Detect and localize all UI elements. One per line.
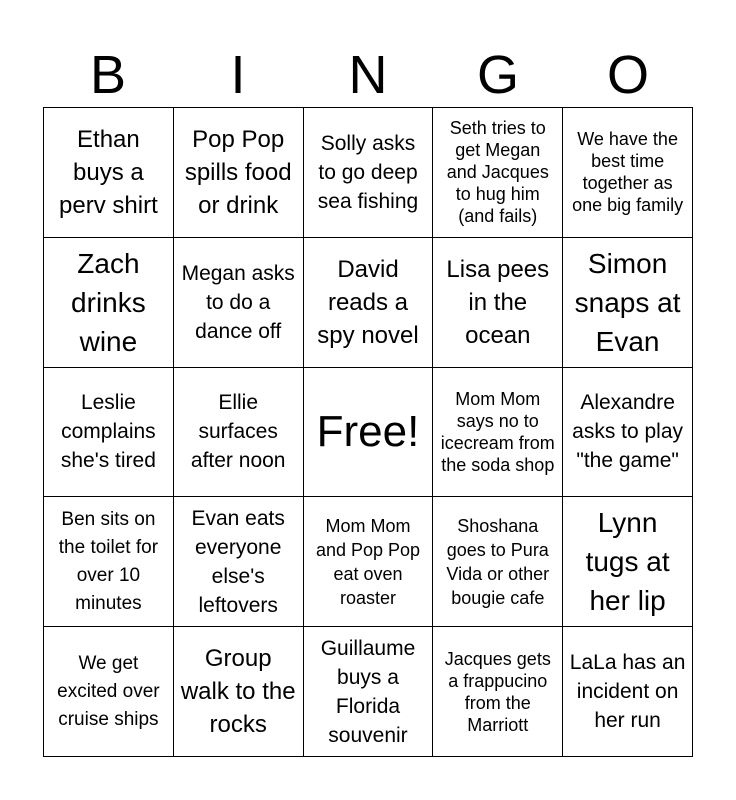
bingo-cell-r2-c2[interactable] (174, 238, 304, 368)
header-letter-g: G (476, 45, 519, 105)
bingo-cell-r3-c4[interactable] (433, 368, 563, 498)
cell-text: Jacques gets a frappucino from the Marriott (444, 648, 551, 735)
header-letter-i: I (230, 45, 246, 105)
bingo-header (43, 44, 693, 106)
header-letter-n: N (348, 45, 388, 105)
bingo-cell-r5-c1[interactable] (44, 627, 174, 757)
bingo-cell-r4-c1[interactable] (44, 497, 174, 627)
cell-text: Group walk to the rocks (180, 645, 296, 739)
cell-text: Ben sits on the toilet for over 10 minutes (58, 508, 159, 614)
cell-text: Shoshana goes to Pura Vida or other bougie cafe (446, 515, 550, 608)
bingo-cell-r5-c3[interactable] (304, 627, 434, 757)
cell-text: Zach drinks wine (71, 247, 146, 357)
bingo-cell-r1-c5[interactable] (563, 108, 693, 238)
cell-text: David reads a spy novel (317, 255, 419, 349)
bingo-cell-r2-c4[interactable] (433, 238, 563, 368)
cell-text: Leslie complains she's tired (60, 391, 156, 473)
cell-text: Simon snaps at Evan (574, 247, 681, 357)
bingo-cell-r4-c4[interactable] (433, 497, 563, 627)
bingo-cell-r4-c5[interactable] (563, 497, 693, 627)
bingo-cell-r5-c2[interactable] (174, 627, 304, 757)
cell-text: Megan asks to do a dance off (181, 261, 295, 343)
cell-text: We get excited over cruise ships (57, 652, 160, 730)
bingo-cell-r2-c1[interactable] (44, 238, 174, 368)
bingo-cell-r3-c2[interactable] (174, 368, 304, 498)
bingo-cell-r2-c5[interactable] (563, 238, 693, 368)
free-space-text: Free! (316, 406, 420, 456)
bingo-cell-r3-c1[interactable] (44, 368, 174, 498)
cell-text: Evan eats everyone else's leftovers (191, 506, 285, 617)
bingo-cell-r4-c2[interactable] (174, 497, 304, 627)
header-letter-b: B (89, 45, 127, 105)
cell-text: Mom Mom and Pop Pop eat oven roaster (315, 515, 421, 608)
cell-text: Seth tries to get Megan and Jacques to hug him (and fails) (446, 118, 549, 227)
cell-text: Ethan buys a perv shirt (59, 125, 158, 219)
cell-text: Guillaume buys a Florida souvenir (320, 636, 416, 747)
bingo-cell-r1-c1[interactable] (44, 108, 174, 238)
cell-text: Lisa pees in the ocean (446, 255, 550, 349)
cell-text: LaLa has an incident on her run (569, 651, 686, 733)
bingo-cell-r4-c3[interactable] (304, 497, 434, 627)
cell-text: Solly asks to go deep sea fishing (317, 131, 419, 213)
cell-text: Alexandre asks to play "the game" (572, 391, 684, 473)
bingo-board (43, 107, 693, 757)
cell-text: Lynn tugs at her lip (585, 507, 670, 617)
bingo-cell-r2-c3[interactable] (304, 238, 434, 368)
cell-text: Ellie surfaces after noon (190, 391, 286, 473)
free-space-cell[interactable] (304, 368, 434, 498)
bingo-cell-r5-c5[interactable] (563, 627, 693, 757)
bingo-cell-r1-c2[interactable] (174, 108, 304, 238)
bingo-cell-r1-c3[interactable] (304, 108, 434, 238)
cell-text: We have the best time together as one big family (572, 129, 684, 216)
cell-text: Mom Mom says no to icecream from the soda shop (440, 388, 555, 475)
cell-text: Pop Pop spills food or drink (184, 125, 292, 219)
bingo-cell-r3-c5[interactable] (563, 368, 693, 498)
header-letter-o: O (606, 45, 649, 105)
bingo-cell-r1-c4[interactable] (433, 108, 563, 238)
bingo-cell-r5-c4[interactable] (433, 627, 563, 757)
